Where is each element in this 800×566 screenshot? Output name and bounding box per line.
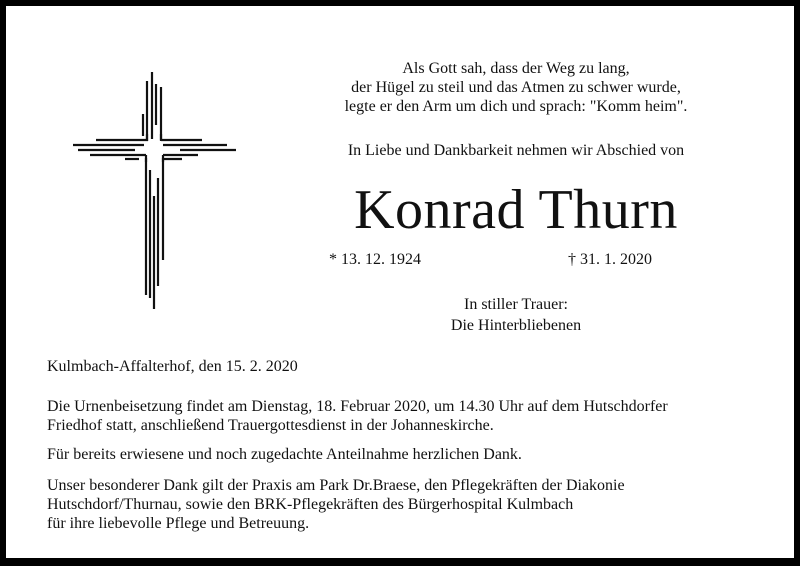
birth-date: * 13. 12. 1924 bbox=[329, 251, 421, 268]
death-date: † 31. 1. 2020 bbox=[568, 251, 652, 268]
place-date: Kulmbach-Affalterhof, den 15. 2. 2020 bbox=[47, 358, 298, 375]
obituary-notice bbox=[6, 6, 794, 558]
cross-icon bbox=[66, 66, 246, 316]
special-thanks-line: Unser besonderer Dank gilt der Praxis am Park Dr.Braese, den Pflegekräften der Diakonie bbox=[47, 477, 625, 494]
mourning-signature bbox=[296, 294, 736, 336]
mourning-line: Die Hinterbliebenen bbox=[450, 317, 582, 334]
poem-line: Als Gott sah, dass der Weg zu lang, bbox=[402, 60, 630, 77]
funeral-info bbox=[47, 397, 787, 435]
poem-line: der Hügel zu steil und das Atmen zu schwer wurde, bbox=[351, 79, 681, 96]
special-thanks bbox=[47, 476, 787, 533]
thanks-text bbox=[47, 445, 787, 464]
mourning-line: In stiller Trauer: bbox=[464, 296, 568, 313]
special-thanks-line: Hutschdorf/Thurnau, sowie den BRK-Pflegekräften des Bürgerhospital Kulmbach bbox=[47, 496, 574, 513]
poem-line: legte er den Arm um dich und sprach: "Komm heim". bbox=[344, 98, 688, 115]
poem bbox=[296, 59, 736, 116]
special-thanks-line: für ihre liebevolle Pflege und Betreuung. bbox=[47, 515, 310, 532]
deceased-name: Konrad Thurn bbox=[354, 179, 678, 241]
thanks-line: Für bereits erwiesene und noch zugedachte Anteilnahme herzlichen Dank. bbox=[47, 446, 522, 463]
farewell-text: In Liebe und Dankbarkeit nehmen wir Abschied von bbox=[347, 142, 685, 159]
funeral-info-line: Friedhof statt, anschließend Trauergottesdienst in der Johanneskirche. bbox=[47, 417, 494, 434]
funeral-info-line: Die Urnenbeisetzung findet am Dienstag, 18. Februar 2020, um 14.30 Uhr auf dem Hutschdorfer bbox=[47, 398, 668, 415]
